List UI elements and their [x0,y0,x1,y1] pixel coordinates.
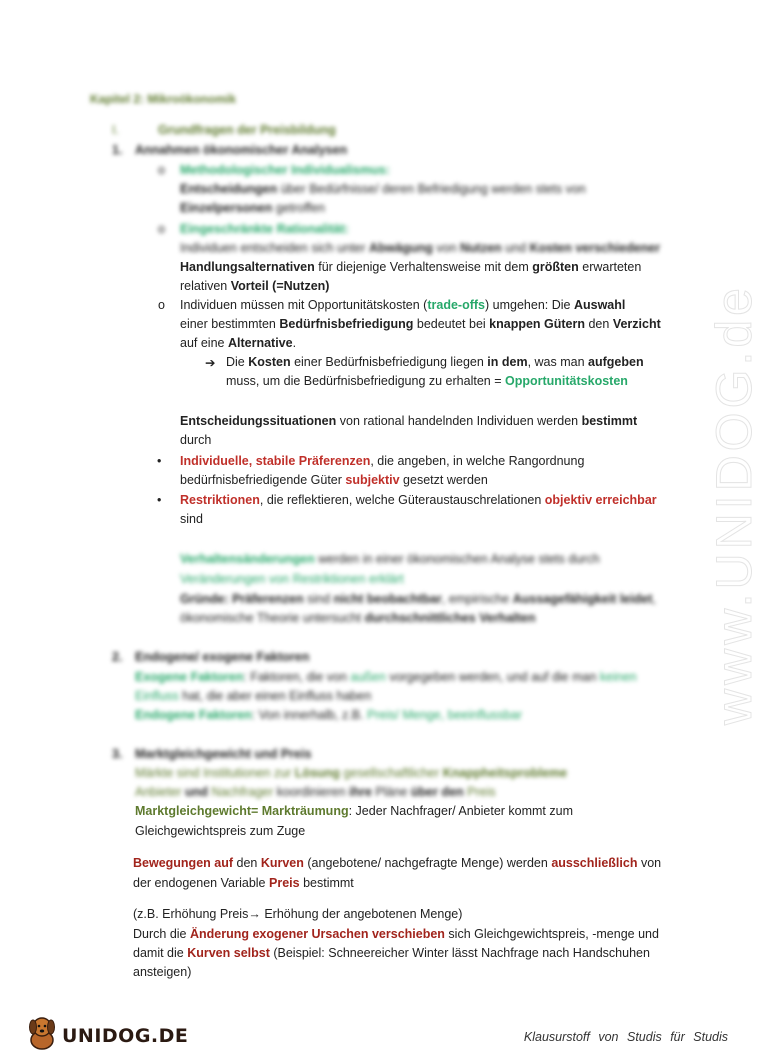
arrow-line-1: Die Kosten einer Bedürfnisbefriedigung liegen in dem, was man aufgeben [226,355,644,369]
dot-bullet: • [157,454,162,468]
decision-line-2: durch [180,433,212,447]
factors-line-3: Endogene Faktoren: Von innerhalb, z.B. Preis/ Menge, beeinflussbar [135,708,522,722]
market-line-1: Märkte sind Institutionen zur Lösung gesellschaftlicher Knappheitsprobleme [135,766,568,780]
arrow-line-2: muss, um die Bedürfnisbefriedigung zu erhalten = Opportunitätskosten [226,374,628,388]
circle-bullet: o [158,298,165,312]
circle-bullet: o [158,222,165,236]
factors-line-2: Einfluss hat, die aber einen Einfluss haben [135,689,372,703]
chapter-heading: Kapitel 2: Mikroökonomik [90,92,237,106]
bullet-3-line-1: Individuen müssen mit Opportunitätskosten (trade-offs) umgehen: Die Auswahl [180,298,626,312]
behaviour-line-2: Veränderungen von Restriktionen erklärt [180,572,404,586]
heading-3-number: 3. [112,747,123,761]
circle-bullet: o [158,163,165,177]
heading-1-title: Annahmen ökonomischer Analysen [135,143,348,157]
preferences-line-2: bedürfnisbefriedigende Güter subjektiv gesetzt werden [180,473,488,487]
example-line-3: damit die Kurven selbst (Beispiel: Schneereicher Winter lässt Nachfrage nach Handschuhen [133,946,650,960]
dog-icon [22,1013,62,1053]
bullet-3-line-2: einer bestimmten Bedürfnisbefriedigung bedeutet bei knappen Gütern den Verzicht [180,317,661,331]
arrow-right-icon: → [248,907,261,921]
watermark: www.UNIDOG.de [706,284,762,725]
example-line-2: Durch die Änderung exogener Ursachen verschieben sich Gleichgewichtspreis, -menge und [133,927,659,941]
heading-1-number: 1. [112,143,123,157]
factors-line-1: Exogene Faktoren: Faktoren, die von außen vorgegeben werden, und auf die man keinen [135,670,637,684]
example-line-4: ansteigen) [133,965,192,979]
bullet-3-line-3: auf eine Alternative. [180,336,297,350]
bullet-1-line-1: Entscheidungen über Bedürfnisse/ deren Befriedigung werden stets von [180,182,586,196]
section-title: Grundfragen der Preisbildung [158,123,336,137]
restrictions-line-1: Restriktionen, die reflektieren, welche Güteraustauschrelationen objektiv erreichbar [180,493,657,507]
bullet-2-title: Eingeschränkte Rationalität: [180,222,349,236]
market-line-2: Anbieter und Nachfrager koordinieren ihre Pläne über den Preis [135,785,496,799]
bullet-1-title: Methodologischer Individualismus: [180,163,390,177]
behaviour-line-4: ökonomische Theorie untersucht durchschnittliches Verhalten [180,611,536,625]
restrictions-line-2: sind [180,512,203,526]
bullet-2-line-1: Individuen entscheiden sich unter Abwägung von Nutzen und Kosten verschiedener [180,241,661,255]
preferences-line-1: Individuelle, stabile Präferenzen, die angeben, in welche Rangordnung [180,454,585,468]
heading-2-number: 2. [112,650,123,664]
footer-tagline: Klausurstoff von Studis für Studis [523,1030,728,1044]
movement-line-2: der endogenen Variable Preis bestimmt [133,876,354,890]
section-number: I. [112,123,119,137]
bullet-2-line-3: relativen Vorteil (=Nutzen) [180,279,330,293]
behaviour-line-3: Gründe: Präferenzen sind nicht beobachtbar, empirische Aussagefähigkeit leidet, [180,592,656,606]
example-line-1: (z.B. Erhöhung Preis→ Erhöhung der angebotenen Menge) [133,907,463,921]
decision-line-1: Entscheidungssituationen von rational handelnden Individuen werden bestimmt [180,414,638,428]
heading-2-title: Endogene/ exogene Faktoren [135,650,310,664]
dot-bullet: • [157,493,162,507]
heading-3-title: Marktgleichgewicht und Preis [135,747,312,761]
behaviour-line-1: Verhaltensänderungen werden in einer ökonomischen Analyse stets durch [180,552,600,566]
unidog-logo [22,1013,189,1053]
bullet-2-line-2: Handlungsalternativen für diejenige Verhaltensweise mit dem größten erwarteten [180,260,642,274]
equilibrium-line-2: Gleichgewichtspreis zum Zuge [135,824,306,838]
equilibrium-line-1: Marktgleichgewicht= Markträumung: Jeder Nachfrager/ Anbieter kommt zum [135,804,573,818]
movement-line-1: Bewegungen auf den Kurven (angebotene/ nachgefragte Menge) werden ausschließlich von [133,856,662,870]
logo-text: UNIDOG.DE [62,1025,189,1047]
bullet-1-line-2: Einzelpersonen getroffen [180,201,325,215]
arrow-icon: ➔ [205,356,216,370]
